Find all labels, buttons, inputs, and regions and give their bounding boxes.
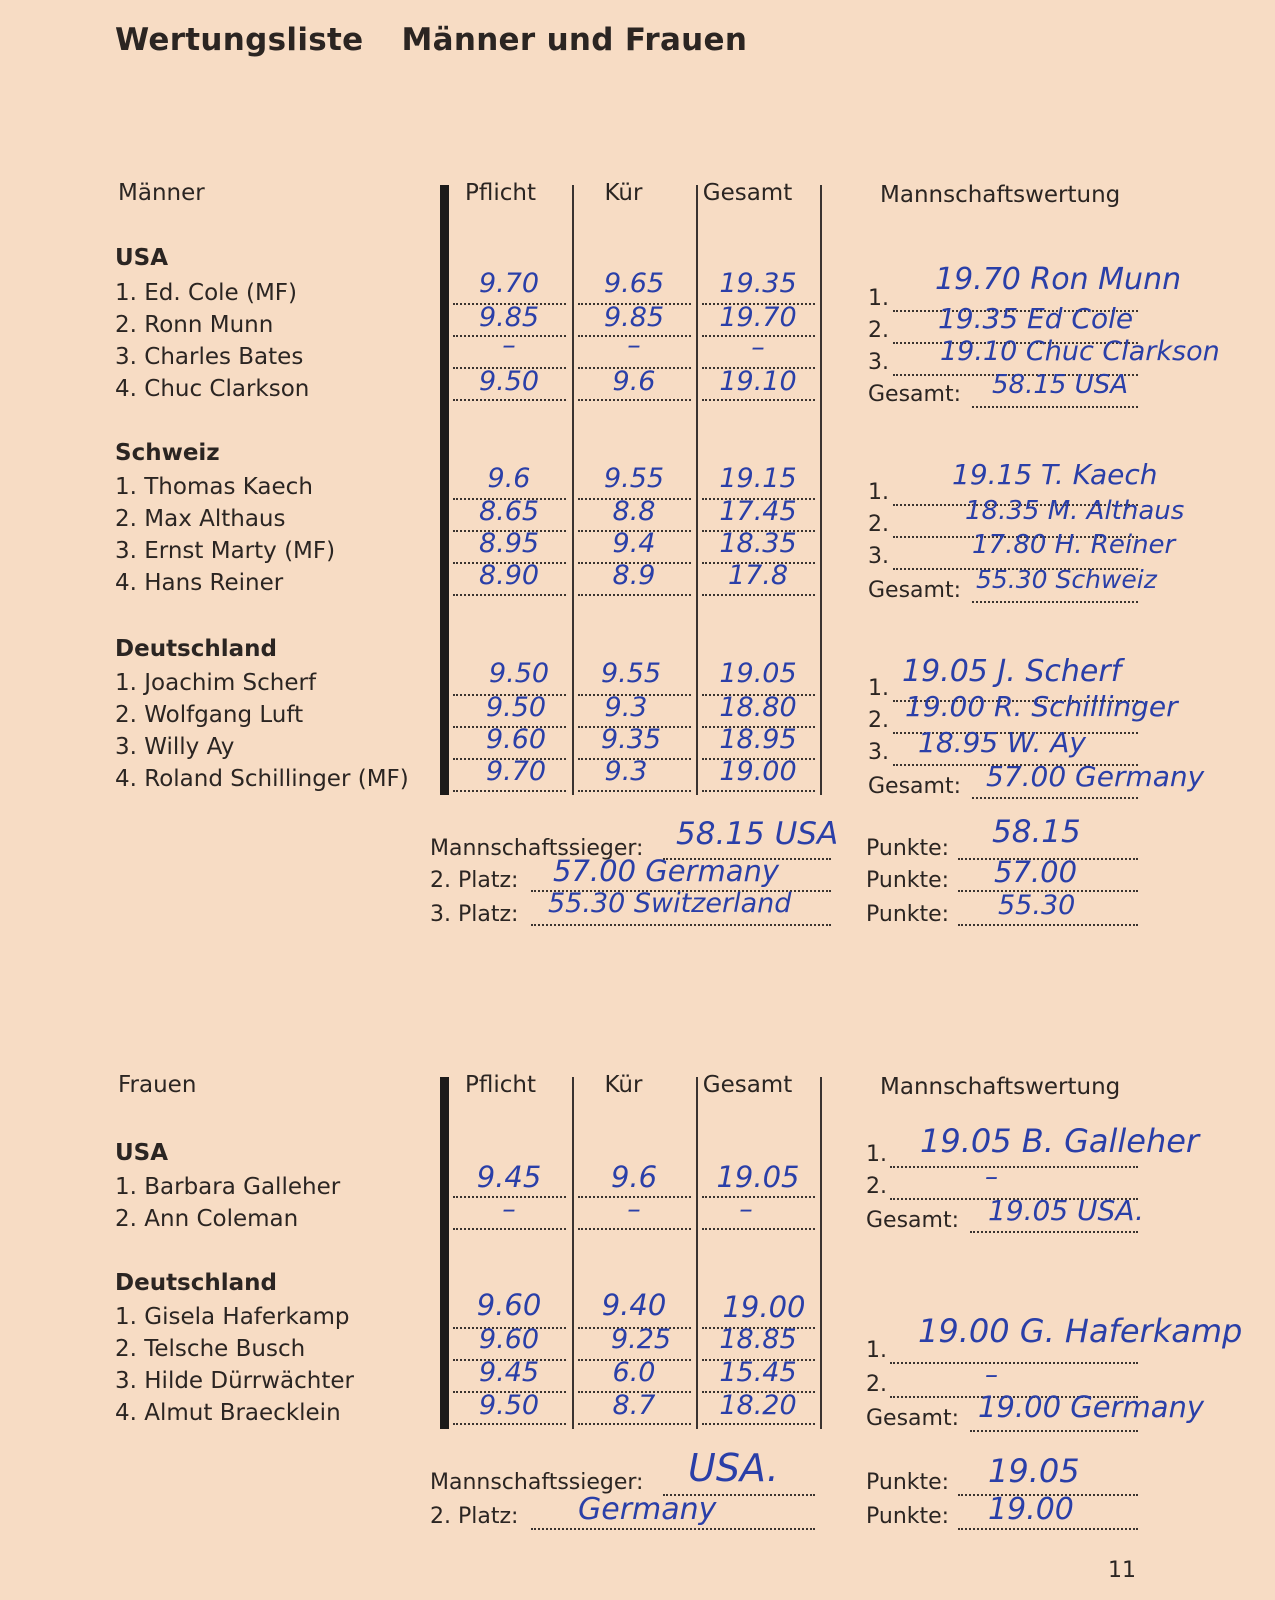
score-gesamt: 18.35 bbox=[719, 528, 797, 559]
points-value: 57.00 bbox=[994, 855, 1078, 889]
score-kuer: 6.0 bbox=[612, 1357, 656, 1388]
placing-value: USA. bbox=[688, 1446, 779, 1490]
athlete-name: 4. Almut Braecklein bbox=[115, 1400, 341, 1426]
points-label: Punkte: bbox=[866, 868, 950, 893]
athlete-name: 3. Willy Ay bbox=[115, 734, 235, 760]
team-rank-label: 3. bbox=[868, 350, 889, 375]
team-rank-label: 2. bbox=[868, 318, 889, 343]
column-divider bbox=[696, 1077, 698, 1429]
team-score-header: Mannschaftswertung bbox=[880, 182, 1121, 208]
score-pflicht: 9.60 bbox=[476, 1288, 542, 1322]
score-gesamt: – bbox=[751, 332, 765, 363]
team-total-label: Gesamt: bbox=[868, 382, 961, 407]
athlete-name: 2. Ann Coleman bbox=[115, 1206, 299, 1232]
team-rank-label: 1. bbox=[866, 1338, 887, 1363]
points-value: 19.00 bbox=[988, 1492, 1074, 1527]
score-gesamt: 17.45 bbox=[719, 496, 797, 527]
points-value: 19.05 bbox=[988, 1452, 1080, 1490]
score-gesamt: 18.85 bbox=[719, 1324, 797, 1355]
team-rank-label: 1. bbox=[868, 480, 889, 505]
team-entry: 19.00 R. Schillinger bbox=[905, 690, 1178, 723]
score-pflicht: 9.45 bbox=[476, 1160, 542, 1194]
score-gesamt: 19.35 bbox=[719, 268, 797, 299]
team-total: 58.15 USA bbox=[992, 370, 1129, 400]
team-entry: 19.70 Ron Munn bbox=[935, 262, 1182, 297]
score-gesamt: – bbox=[739, 1194, 753, 1225]
score-kuer: 9.65 bbox=[603, 268, 665, 299]
column-divider bbox=[696, 185, 698, 795]
men-heading: Männer bbox=[118, 180, 205, 206]
score-kuer: 9.6 bbox=[610, 1160, 658, 1194]
score-kuer: 9.35 bbox=[600, 724, 662, 755]
team-total: 19.00 Germany bbox=[978, 1390, 1205, 1424]
score-pflicht: 9.70 bbox=[485, 756, 547, 787]
country-label: USA bbox=[115, 1140, 169, 1166]
score-kuer: 9.55 bbox=[603, 463, 665, 494]
score-gesamt: 15.45 bbox=[719, 1357, 797, 1388]
score-kuer: – bbox=[627, 1194, 641, 1225]
score-gesamt: 19.05 bbox=[719, 658, 797, 689]
score-kuer: 9.25 bbox=[610, 1324, 672, 1355]
col-kuer-header: Kür bbox=[604, 180, 643, 206]
score-pflicht: – bbox=[502, 330, 516, 361]
placing-label: Mannschaftssieger: bbox=[430, 1470, 644, 1495]
page-number: 11 bbox=[1108, 1558, 1136, 1583]
team-total-label: Gesamt: bbox=[866, 1406, 959, 1431]
team-rank-label: 3. bbox=[868, 740, 889, 765]
team-entry: 19.35 Ed Cole bbox=[938, 302, 1134, 335]
score-pflicht: 9.50 bbox=[478, 366, 540, 397]
team-rank-label: 2. bbox=[866, 1174, 887, 1199]
score-kuer: 8.7 bbox=[612, 1390, 656, 1421]
score-pflicht: 8.65 bbox=[478, 496, 540, 527]
score-kuer: 9.3 bbox=[604, 692, 648, 723]
score-kuer: 9.40 bbox=[601, 1288, 667, 1322]
col-gesamt-header: Gesamt bbox=[702, 180, 793, 206]
score-pflicht: – bbox=[502, 1194, 516, 1225]
team-rank-label: 2. bbox=[866, 1372, 887, 1397]
athlete-name: 2. Max Althaus bbox=[115, 506, 286, 532]
score-pflicht: 9.50 bbox=[485, 692, 547, 723]
score-kuer: 9.55 bbox=[600, 658, 662, 689]
score-pflicht: 9.60 bbox=[485, 724, 547, 755]
score-pflicht: 9.50 bbox=[488, 658, 550, 689]
placing-value: 58.15 USA bbox=[676, 816, 839, 852]
team-rank-label: 2. bbox=[868, 512, 889, 537]
col-pflicht-header: Pflicht bbox=[465, 180, 536, 206]
score-gesamt: 19.00 bbox=[722, 1290, 806, 1324]
points-label: Punkte: bbox=[866, 1504, 950, 1529]
title-part-1: Wertungsliste bbox=[115, 22, 364, 58]
score-pflicht: 9.45 bbox=[478, 1357, 540, 1388]
athlete-name: 4. Roland Schillinger (MF) bbox=[115, 766, 409, 792]
score-gesamt: 19.10 bbox=[719, 366, 797, 397]
placing-label: 2. Platz: bbox=[430, 868, 519, 893]
team-total: 55.30 Schweiz bbox=[976, 565, 1157, 594]
team-entry: 19.00 G. Haferkamp bbox=[918, 1312, 1243, 1350]
team-entry: 19.05 B. Galleher bbox=[920, 1122, 1200, 1160]
score-kuer: 9.3 bbox=[604, 756, 648, 787]
country-label: Deutschland bbox=[115, 1270, 277, 1296]
column-divider bbox=[820, 1077, 822, 1429]
placing-label: 3. Platz: bbox=[430, 902, 519, 927]
placing-value: Germany bbox=[578, 1492, 717, 1527]
score-gesamt: 18.20 bbox=[719, 1390, 797, 1421]
team-score-header: Mannschaftswertung bbox=[880, 1074, 1121, 1100]
score-pflicht: 8.90 bbox=[478, 560, 540, 591]
column-divider-thick bbox=[440, 185, 449, 795]
points-label: Punkte: bbox=[866, 1470, 950, 1495]
col-pflicht-header: Pflicht bbox=[465, 1072, 536, 1098]
athlete-name: 2. Telsche Busch bbox=[115, 1336, 306, 1362]
athlete-name: 1. Gisela Haferkamp bbox=[115, 1304, 350, 1330]
placing-value: 57.00 Germany bbox=[553, 854, 780, 888]
placing-label: Mannschaftssieger: bbox=[430, 836, 644, 861]
score-pflicht: 9.6 bbox=[487, 463, 531, 494]
score-kuer: 9.85 bbox=[603, 302, 665, 333]
page-title bbox=[115, 22, 747, 58]
score-gesamt: 19.15 bbox=[719, 463, 797, 494]
score-kuer: 9.6 bbox=[612, 366, 656, 397]
points-value: 55.30 bbox=[998, 890, 1076, 921]
team-entry: 17.80 H. Reiner bbox=[972, 530, 1176, 560]
team-rank-label: 1. bbox=[868, 676, 889, 701]
score-pflicht: 9.70 bbox=[478, 268, 540, 299]
team-total-label: Gesamt: bbox=[868, 578, 961, 603]
athlete-name: 3. Ernst Marty (MF) bbox=[115, 538, 336, 564]
score-pflicht: 8.95 bbox=[478, 528, 540, 559]
team-total: 19.05 USA. bbox=[988, 1194, 1144, 1227]
score-gesamt: 19.70 bbox=[719, 302, 797, 333]
women-heading: Frauen bbox=[118, 1072, 197, 1098]
col-gesamt-header: Gesamt bbox=[702, 1072, 793, 1098]
country-label: Deutschland bbox=[115, 636, 277, 662]
team-rank-label: 1. bbox=[866, 1142, 887, 1167]
team-entry: 18.95 W. Ay bbox=[918, 726, 1086, 759]
score-pflicht: 9.85 bbox=[478, 302, 540, 333]
col-kuer-header: Kür bbox=[604, 1072, 643, 1098]
column-divider bbox=[820, 185, 822, 795]
score-gesamt: 18.95 bbox=[719, 724, 797, 755]
team-rank-label: 3. bbox=[868, 544, 889, 569]
score-gesamt: 18.80 bbox=[719, 692, 797, 723]
team-entry: 19.05 J. Scherf bbox=[902, 654, 1122, 689]
placing-value: 55.30 Switzerland bbox=[548, 888, 792, 919]
score-gesamt: 19.00 bbox=[719, 756, 797, 787]
points-label: Punkte: bbox=[866, 902, 950, 927]
points-value: 58.15 bbox=[992, 814, 1081, 850]
placing-label: 2. Platz: bbox=[430, 1504, 519, 1529]
title-part-2: Männer und Frauen bbox=[401, 22, 748, 58]
score-gesamt: 19.05 bbox=[716, 1160, 800, 1194]
score-pflicht: 9.50 bbox=[478, 1390, 540, 1421]
team-entry: – bbox=[985, 1360, 998, 1390]
team-total-label: Gesamt: bbox=[868, 774, 961, 799]
country-label: USA bbox=[115, 245, 169, 271]
athlete-name: 1. Thomas Kaech bbox=[115, 474, 313, 500]
team-rank-label: 2. bbox=[868, 708, 889, 733]
team-entry: 18.35 M. Althaus bbox=[965, 496, 1185, 526]
score-pflicht: 9.60 bbox=[478, 1324, 540, 1355]
team-total-label: Gesamt: bbox=[866, 1208, 959, 1233]
athlete-name: 4. Hans Reiner bbox=[115, 570, 284, 596]
team-entry: – bbox=[985, 1162, 998, 1192]
score-kuer: 8.9 bbox=[612, 560, 656, 591]
athlete-name: 2. Wolfgang Luft bbox=[115, 702, 304, 728]
athlete-name: 2. Ronn Munn bbox=[115, 312, 274, 338]
country-label: Schweiz bbox=[115, 440, 220, 466]
team-entry: 19.10 Chuc Clarkson bbox=[940, 336, 1220, 367]
athlete-name: 4. Chuc Clarkson bbox=[115, 376, 310, 402]
score-kuer: – bbox=[627, 330, 641, 361]
team-total: 57.00 Germany bbox=[986, 760, 1205, 793]
athlete-name: 3. Hilde Dürrwächter bbox=[115, 1368, 354, 1394]
points-label: Punkte: bbox=[866, 836, 950, 861]
team-entry: 19.15 T. Kaech bbox=[952, 458, 1158, 491]
score-kuer: 8.8 bbox=[612, 496, 656, 527]
athlete-name: 1. Joachim Scherf bbox=[115, 670, 317, 696]
column-divider-thick bbox=[440, 1077, 449, 1429]
athlete-name: 1. Barbara Galleher bbox=[115, 1174, 341, 1200]
team-rank-label: 1. bbox=[868, 286, 889, 311]
column-divider bbox=[572, 1077, 574, 1429]
score-gesamt: 17.8 bbox=[727, 560, 789, 591]
score-kuer: 9.4 bbox=[612, 528, 656, 559]
athlete-name: 3. Charles Bates bbox=[115, 344, 304, 370]
athlete-name: 1. Ed. Cole (MF) bbox=[115, 280, 298, 306]
